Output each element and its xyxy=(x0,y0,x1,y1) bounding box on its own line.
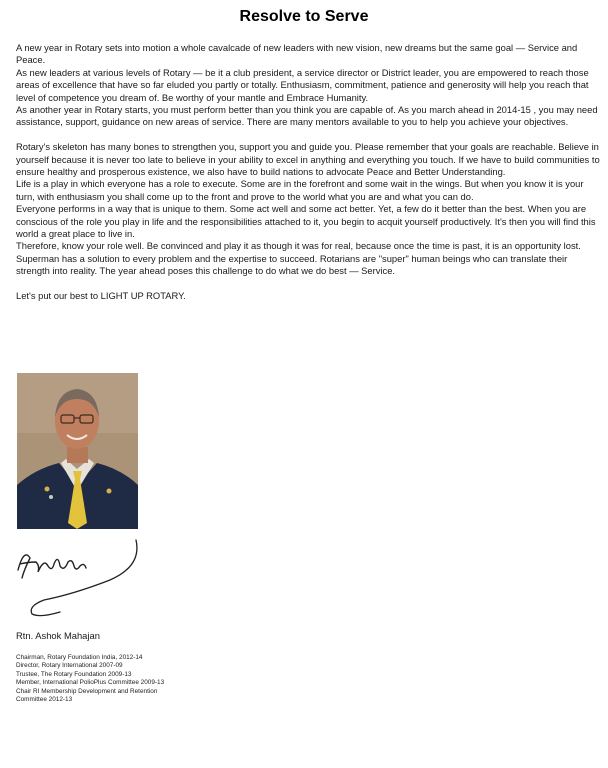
credential-line: Committee 2012-13 xyxy=(16,696,73,704)
credential-line: Trustee, The Rotary Foundation 2009-13 xyxy=(16,670,132,678)
paragraph: Rotary's skeleton has many bones to strengthen you, support you and guide you. Please remember that your goals are reachable. Believe in yourself because it is never too late to believe in your ability to excel in anything and everything you touch. If we have to build communities to ensure healthy and prosperous existence, we also have to build nations to advocate Peace and Better Understanding. xyxy=(16,141,600,178)
paragraph: A new year in Rotary sets into motion a whole cavalcade of new leaders with new vision, new dreams but the same goal — Service and Peace. xyxy=(16,42,578,66)
article-body xyxy=(16,42,600,303)
portrait-illustration xyxy=(17,373,138,529)
paragraph: Everyone performs in a way that is unique to them. Some act well and some act better. Yet, a few do it better than the best. When you are conscious of the role you play in life and the responsibilities attached to it, you begin to acquit yourself productively. It's then you will find this world a great place to live in. xyxy=(16,203,596,240)
paragraph: Superman has a solution to every problem and the expertise to succeed. Rotarians are "super" human beings who can translate their strength into reality. The year ahead poses this challenge to do what we do best — Service. xyxy=(16,252,568,277)
author-credentials xyxy=(16,654,256,704)
paragraph: As new leaders at various levels of Rotary — be it a club president, a service director or District leader, you are empowered to reach those areas of excellence that have so far eluded you partly or totally. Enthusiasm, commitment, patience and generosity will help you reach that level of competence you dream of. Be worthy of your mantle and Embrace Humanity. xyxy=(16,66,589,103)
credential-line: Director, Rotary International 2007-09 xyxy=(16,662,123,670)
author-name: Rtn. Ashok Mahajan xyxy=(16,630,100,641)
paragraph-spacer xyxy=(16,278,600,290)
page-title: Resolve to Serve xyxy=(239,8,369,25)
credential-line: Chairman, Rotary Foundation India, 2012-14 xyxy=(16,654,143,661)
credential-line: Chair RI Membership Development and Retention xyxy=(16,687,158,695)
author-signature xyxy=(14,536,144,620)
paragraph: Life is a play in which everyone has a role to execute. Some are in the forefront and some wait in the wings. But when you know it is your turn, with enthusiasm you shall come up to the front and prove to the world what you are and what you can do. xyxy=(16,178,584,202)
author-portrait xyxy=(17,373,138,529)
paragraph-spacer xyxy=(16,129,600,141)
credential-line: Member, International PolioPlus Committee 2009-13 xyxy=(16,679,165,687)
signature-graphic xyxy=(14,536,144,620)
paragraph: As another year in Rotary starts, you must perform better than you think you are capable of. As you march ahead in 2014-15 , you may need assistance, support, guidance on new areas of service. There are many mentors available to you to help you achieve your objectives. xyxy=(16,104,598,128)
paragraph: Therefore, know your role well. Be convinced and play it as though it was for real, because once the time is past, it is an opportunity lost. xyxy=(16,240,581,252)
closing-line: Let's put our best to LIGHT UP ROTARY. xyxy=(16,290,186,302)
